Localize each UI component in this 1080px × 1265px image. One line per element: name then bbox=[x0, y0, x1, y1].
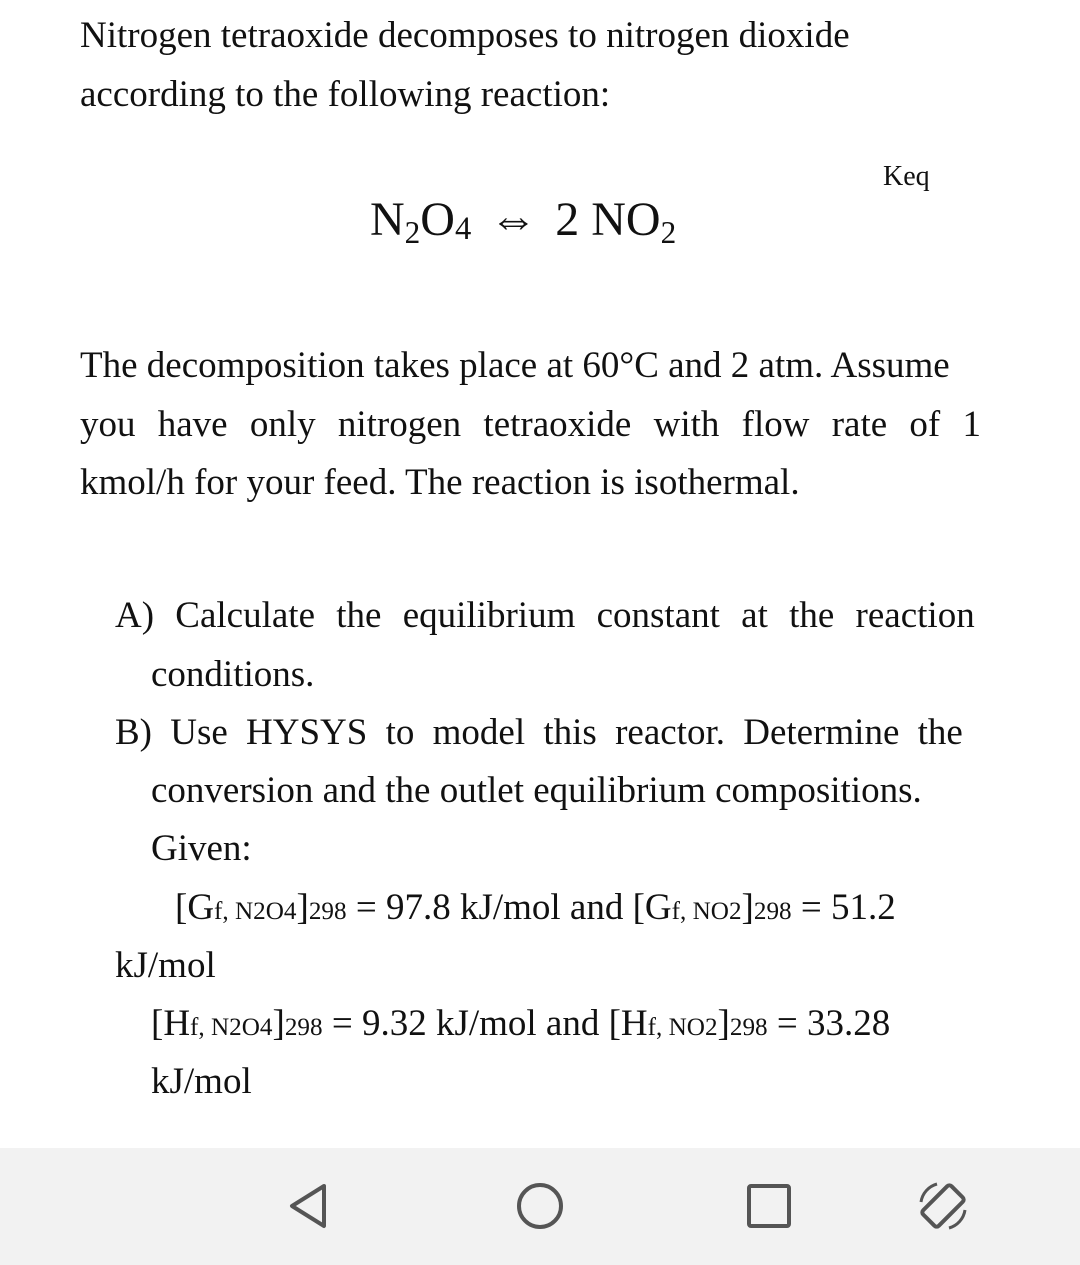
home-circle-icon bbox=[512, 1178, 568, 1234]
rotate-screen-icon bbox=[915, 1178, 971, 1234]
intro-line-1: Nitrogen tetraoxide decomposes to nitrogen dioxide bbox=[80, 15, 850, 56]
given-label: Given: bbox=[151, 828, 252, 869]
part-a-line-1: A) Calculate the equilibrium constant at the reaction bbox=[115, 595, 975, 636]
conditions-line-2: you have only nitrogen tetraoxide with flow rate of 1 bbox=[80, 404, 981, 445]
given-enthalpy-unit: kJ/mol bbox=[151, 1061, 252, 1102]
part-b-line-1: B) Use HYSYS to model this reactor. Determine the bbox=[115, 712, 963, 753]
home-button[interactable] bbox=[512, 1178, 568, 1234]
keq-label: Keq bbox=[883, 161, 930, 192]
equilibrium-arrow: ⇔ bbox=[489, 193, 538, 246]
part-b-line-2: conversion and the outlet equilibrium compositions. bbox=[151, 770, 922, 811]
navigation-bar bbox=[0, 1148, 1080, 1265]
rotate-button[interactable] bbox=[915, 1178, 971, 1234]
conditions-line-1: The decomposition takes place at 60°C and 2 atm. Assume bbox=[80, 345, 950, 386]
recents-button[interactable] bbox=[741, 1178, 797, 1234]
intro-line-2: according to the following reaction: bbox=[80, 74, 611, 115]
part-a-line-2: conditions. bbox=[151, 654, 315, 695]
given-gibbs-line: [Gf, N2O4]298 = 97.8 kJ/mol and [Gf, NO2]298 = 51.2 bbox=[175, 887, 896, 928]
back-triangle-icon bbox=[282, 1178, 338, 1234]
conditions-line-3: kmol/h for your feed. The reaction is isothermal. bbox=[80, 462, 800, 503]
given-gibbs-unit: kJ/mol bbox=[115, 945, 216, 986]
product: 2 $NO_2$ bbox=[555, 193, 677, 250]
reactant: $N_2O4$ bbox=[370, 193, 472, 250]
back-button[interactable] bbox=[282, 1178, 338, 1234]
given-enthalpy-line: [Hf, N2O4]298 = 9.32 kJ/mol and [Hf, NO2]298 = 33.28 bbox=[151, 1003, 891, 1044]
recents-square-icon bbox=[741, 1178, 797, 1234]
reaction-equation bbox=[370, 192, 676, 257]
